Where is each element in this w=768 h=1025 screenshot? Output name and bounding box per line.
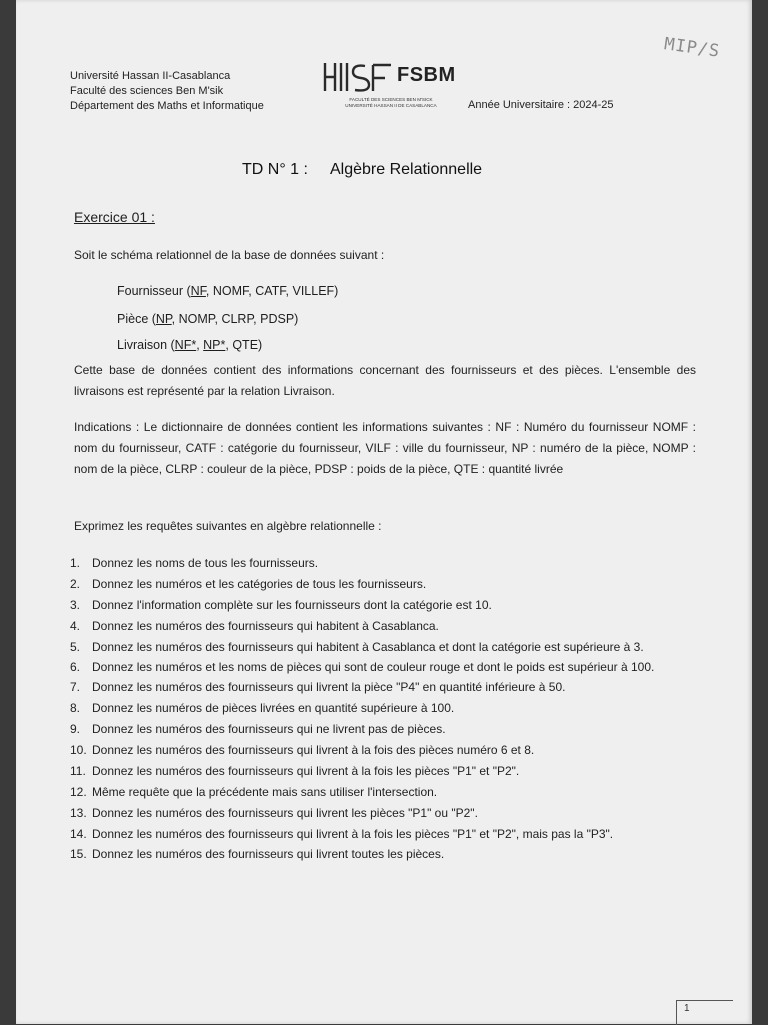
logo-text: FSBM bbox=[397, 64, 456, 86]
academic-year: Année Universitaire : 2024-25 bbox=[468, 99, 614, 111]
fsbm-logo-icon bbox=[321, 60, 395, 94]
question-text: Donnez l'information complète sur les fournisseurs dont la catégorie est 10. bbox=[92, 598, 492, 612]
question-item bbox=[70, 740, 686, 761]
relation-name: Fournisseur ( bbox=[117, 284, 191, 298]
question-number: 1. bbox=[70, 556, 81, 570]
td-subject: Algèbre Relationnelle bbox=[329, 161, 483, 178]
question-text: Donnez les numéros des fournisseurs qui livrent toutes les pièces. bbox=[92, 847, 445, 861]
relation-attributes: , NOMP, CLRP, PDSP) bbox=[171, 312, 299, 326]
question-number: 10. bbox=[70, 743, 87, 757]
question-text: Même requête que la précédente mais sans utiliser l'intersection. bbox=[92, 785, 438, 799]
question-text: Donnez les numéros et les catégories de tous les fournisseurs. bbox=[92, 577, 427, 591]
university-name: Université Hassan II-Casablanca bbox=[70, 70, 231, 82]
question-item bbox=[70, 824, 686, 844]
question-item bbox=[70, 574, 686, 595]
document-title bbox=[242, 161, 482, 179]
instruction-text: Exprimez les requêtes suivantes en algèbre relationnelle : bbox=[74, 519, 382, 533]
question-text: Donnez les numéros des fournisseurs qui livrent la pièce "P4" en quantité inférieure à 50. bbox=[92, 680, 566, 694]
question-number: 15. bbox=[70, 847, 87, 861]
institution-block bbox=[70, 69, 264, 114]
question-number: 9. bbox=[70, 722, 81, 736]
relation-name: Pièce ( bbox=[117, 312, 156, 326]
question-number: 3. bbox=[70, 598, 81, 612]
logo-subtitle-line-2: UNIVERSITÉ HASSAN II DE CASABLANCA bbox=[345, 103, 437, 108]
foreign-key: NP* bbox=[203, 338, 226, 352]
question-text: Donnez les numéros des fournisseurs qui livrent les pièces "P1" ou "P2". bbox=[92, 806, 478, 820]
question-number: 8. bbox=[70, 701, 81, 715]
logo-subtitle bbox=[327, 97, 455, 109]
question-item bbox=[70, 844, 686, 865]
question-item bbox=[70, 803, 686, 824]
question-text: Donnez les noms de tous les fournisseurs. bbox=[92, 556, 319, 570]
question-item bbox=[70, 595, 686, 616]
question-list bbox=[70, 553, 686, 865]
question-number: 2. bbox=[70, 577, 81, 591]
td-number: TD N° 1 : bbox=[242, 161, 308, 178]
question-text: Donnez les numéros des fournisseurs qui habitent à Casablanca. bbox=[92, 619, 439, 633]
question-item bbox=[70, 616, 686, 637]
primary-key: NP bbox=[155, 312, 172, 326]
question-text: Donnez les numéros des fournisseurs qui habitent à Casablanca et dont la catégorie est supérieure à 3. bbox=[92, 640, 644, 654]
description-paragraph: Cette base de données contient des informations concernant des fournisseurs et des pièces. L'ensemble des livraisons est représenté par la relation Livraison. bbox=[74, 363, 696, 398]
question-item bbox=[70, 637, 686, 657]
question-item bbox=[70, 782, 686, 803]
relation-name: Livraison ( bbox=[117, 338, 175, 352]
document-page bbox=[16, 0, 752, 1024]
question-number: 13. bbox=[70, 806, 87, 820]
question-text: Donnez les numéros des fournisseurs qui livrent à la fois les pièces "P1" et "P2". bbox=[92, 764, 520, 778]
department-name: Département des Maths et Informatique bbox=[70, 100, 264, 112]
question-item bbox=[70, 761, 686, 782]
foreign-key: NF* bbox=[174, 338, 197, 352]
question-number: 5. bbox=[70, 640, 81, 654]
schema-livraison bbox=[117, 338, 262, 352]
exercise-intro: Soit le schéma relationnel de la base de données suivant : bbox=[74, 248, 385, 262]
primary-key: NF bbox=[190, 284, 206, 298]
handwritten-note: MIP/S bbox=[662, 34, 722, 62]
question-text: Donnez les numéros de pièces livrées en quantité supérieure à 100. bbox=[92, 701, 455, 715]
logo-subtitle-line-1: FACULTÉ DES SCIENCES BEN M'SICK bbox=[349, 97, 433, 102]
schema-fournisseur bbox=[117, 284, 338, 298]
relation-attributes: , QTE) bbox=[225, 338, 263, 352]
page-number: 1 bbox=[684, 1003, 690, 1014]
question-number: 11. bbox=[70, 764, 86, 778]
question-number: 7. bbox=[70, 680, 81, 694]
question-text: Donnez les numéros et les noms de pièces qui sont de couleur rouge et dont le poids est supérieur à 100. bbox=[92, 660, 655, 674]
question-number: 6. bbox=[70, 660, 81, 674]
question-text: Donnez les numéros des fournisseurs qui livrent à la fois les pièces "P1" et "P2", mais pas la "P3". bbox=[92, 827, 614, 841]
question-item bbox=[70, 677, 686, 698]
question-item bbox=[70, 657, 686, 677]
question-text: Donnez les numéros des fournisseurs qui ne livrent pas de pièces. bbox=[92, 722, 446, 736]
question-item bbox=[70, 698, 686, 719]
question-item bbox=[70, 553, 686, 574]
separator: , bbox=[196, 338, 204, 352]
question-item bbox=[70, 719, 686, 740]
exercise-heading: Exercice 01 : bbox=[74, 209, 155, 225]
faculty-name: Faculté des sciences Ben M'sik bbox=[70, 85, 224, 97]
question-text: Donnez les numéros des fournisseurs qui livrent à la fois des pièces numéro 6 et 8. bbox=[92, 743, 535, 757]
question-number: 4. bbox=[70, 619, 81, 633]
question-number: 14. bbox=[70, 827, 87, 841]
indications-paragraph: Indications : Le dictionnaire de données contient les informations suivantes : NF : Numéro du fournisseur NOMF : nom du fournisseur, CATF : catégorie du fournisseur, VILF : ville du fournisseur, NP : numéro de la pièce, NOMP : nom de la pièce, CLRP : couleur de la pièce, PDSP : poids de la pièce, QTE : quantité livrée bbox=[74, 420, 696, 476]
question-number: 12. bbox=[70, 785, 87, 799]
schema-piece bbox=[117, 312, 298, 326]
relation-attributes: , NOMF, CATF, VILLEF) bbox=[205, 284, 339, 298]
